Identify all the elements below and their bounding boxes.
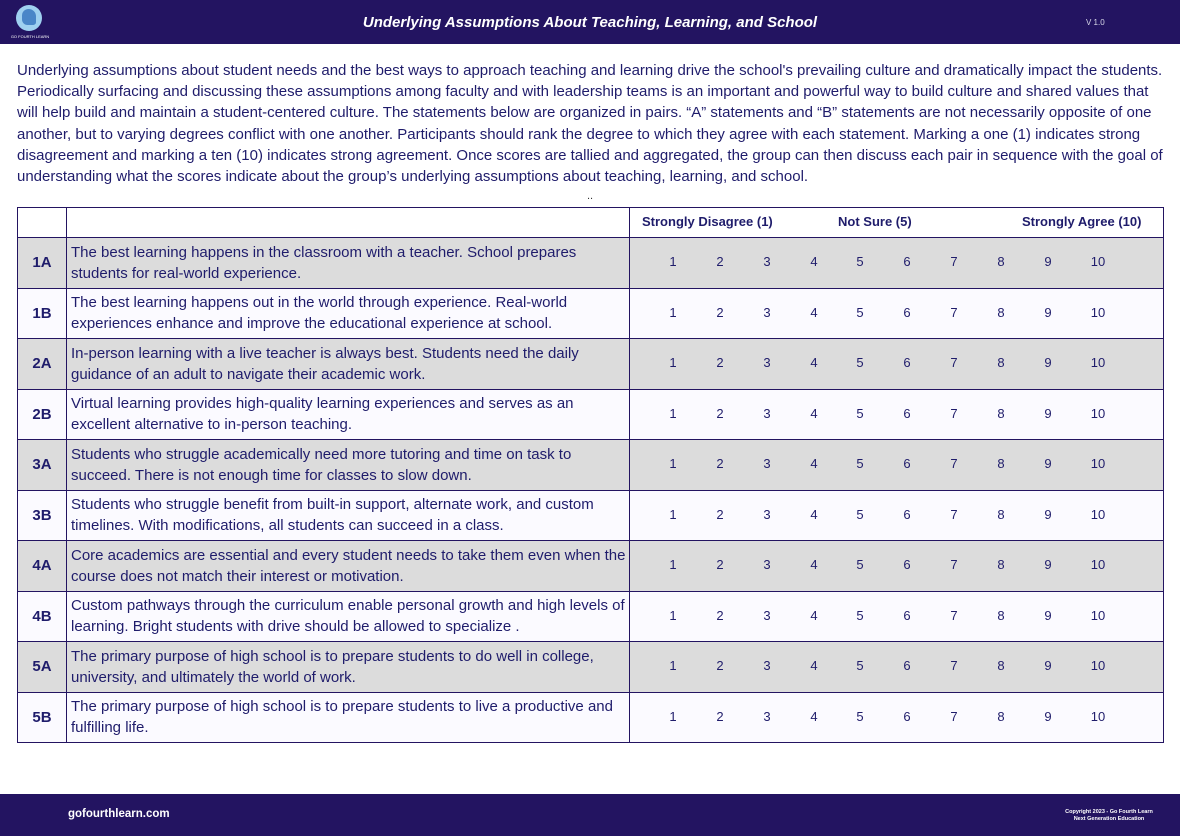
rating-option-7[interactable]: 7	[950, 405, 958, 421]
rating-option-7[interactable]: 7	[950, 456, 958, 471]
rating-option-5[interactable]: 5	[856, 405, 864, 421]
rating-scale	[630, 440, 1164, 491]
table-row	[18, 642, 1164, 693]
rating-option-6[interactable]: 6	[903, 557, 911, 572]
rating-scale	[630, 389, 1164, 440]
table-row	[18, 591, 1164, 642]
rating-option-8[interactable]: 8	[997, 658, 1005, 673]
statement-id: 4B	[18, 591, 67, 642]
rating-option-9[interactable]: 9	[1044, 254, 1052, 269]
rating-option-4[interactable]: 4	[810, 506, 818, 522]
rating-option-4[interactable]: 4	[810, 658, 818, 673]
statement-text: Students who struggle benefit from built-in support, alternate work, and custom timelines. With modifications, all students can succeed in a class.	[67, 490, 630, 541]
rating-option-3[interactable]: 3	[763, 456, 771, 471]
rating-option-3[interactable]: 3	[763, 658, 771, 673]
header-bar	[0, 0, 1180, 44]
rating-option-8[interactable]: 8	[997, 254, 1005, 269]
rating-option-1[interactable]: 1	[669, 506, 677, 522]
rating-option-6[interactable]: 6	[903, 405, 911, 421]
footer-copyright	[1050, 809, 1168, 823]
rating-scale	[630, 238, 1164, 289]
rating-option-1[interactable]: 1	[669, 708, 677, 724]
table-row	[18, 440, 1164, 491]
rating-option-1[interactable]: 1	[669, 254, 677, 269]
separator-dots: ..	[587, 190, 594, 202]
rating-option-10[interactable]: 10	[1090, 607, 1106, 623]
statement-text: The primary purpose of high school is to prepare students to do well in college, university, and ultimately the world of work.	[67, 642, 630, 693]
rating-option-7[interactable]: 7	[950, 506, 958, 522]
rating-option-7[interactable]: 7	[950, 304, 958, 320]
rating-option-8[interactable]: 8	[997, 607, 1005, 623]
rating-option-6[interactable]: 6	[903, 708, 911, 724]
statement-text: In-person learning with a live teacher is always best. Students need the daily guidance of an adult to navigate their academic work.	[67, 339, 630, 390]
rating-option-6[interactable]: 6	[903, 658, 911, 673]
version-label: V 1.0	[1086, 18, 1105, 27]
rating-scale	[630, 692, 1164, 743]
rating-option-9[interactable]: 9	[1044, 355, 1052, 370]
rating-option-6[interactable]: 6	[903, 607, 911, 623]
rating-option-4[interactable]: 4	[810, 708, 818, 724]
rating-option-4[interactable]: 4	[810, 557, 818, 572]
rating-option-8[interactable]: 8	[997, 708, 1005, 724]
intro-paragraph: Underlying assumptions about student needs and the best ways to approach teaching and learning drive the school's prevailing culture and dramatically impact the students. Periodically surfacing and discussing these assumptions among faculty and with leadership teams is an important and powerful way to build culture and shared values that will help build and maintain a student-centered culture. The statements below are organized in pairs. “A” statements and “B” statements are not necessarily opposite of one another, but to varying degrees conflict with one another. Participants should rank the degree to which they agree with each statement. Marking a one (1) indicates strong disagreement and marking a ten (10) indicates strong agreement. Once scores are tallied and aggregated, the group can then discuss each pair in sequence with the goal of understanding what the scores indicate about the group’s underlying assumptions about teaching, learning, and school.	[17, 62, 1163, 186]
statement-id: 5A	[18, 642, 67, 693]
rating-option-1[interactable]: 1	[669, 607, 677, 623]
statement-text: The primary purpose of high school is to prepare students to live a productive and fulfilling life.	[67, 692, 630, 743]
scale-label-high: Strongly Agree (10)	[1022, 214, 1142, 229]
statement-text: The best learning happens in the classroom with a teacher. School prepares students for real-world experience.	[67, 238, 630, 289]
rating-option-3[interactable]: 3	[763, 405, 771, 421]
rating-scale	[630, 288, 1164, 339]
rating-scale	[630, 339, 1164, 390]
rating-option-5[interactable]: 5	[856, 557, 864, 572]
rating-option-10[interactable]: 10	[1090, 506, 1106, 522]
rating-option-7[interactable]: 7	[950, 355, 958, 370]
rating-option-5[interactable]: 5	[856, 658, 864, 673]
rating-option-5[interactable]: 5	[856, 506, 864, 522]
statement-id: 3A	[18, 440, 67, 491]
rating-option-3[interactable]: 3	[763, 355, 771, 370]
rating-option-9[interactable]: 9	[1044, 456, 1052, 471]
header-scale-cell	[630, 208, 1164, 238]
rating-option-6[interactable]: 6	[903, 254, 911, 269]
assumptions-table	[17, 207, 1164, 743]
statement-text: Core academics are essential and every student needs to take them even when the course does not match their interest or motivation.	[67, 541, 630, 592]
rating-option-6[interactable]: 6	[903, 304, 911, 320]
rating-option-3[interactable]: 3	[763, 304, 771, 320]
rating-option-9[interactable]: 9	[1044, 506, 1052, 522]
table-row	[18, 490, 1164, 541]
rating-option-8[interactable]: 8	[997, 405, 1005, 421]
rating-option-4[interactable]: 4	[810, 607, 818, 623]
rating-option-8[interactable]: 8	[997, 355, 1005, 370]
rating-option-9[interactable]: 9	[1044, 304, 1052, 320]
rating-option-2[interactable]: 2	[716, 708, 724, 724]
rating-option-5[interactable]: 5	[856, 254, 864, 269]
rating-option-8[interactable]: 8	[997, 557, 1005, 572]
scale-label-mid: Not Sure (5)	[838, 214, 912, 229]
rating-option-1[interactable]: 1	[669, 355, 677, 370]
rating-option-8[interactable]: 8	[997, 456, 1005, 471]
rating-option-3[interactable]: 3	[763, 506, 771, 522]
rating-scale	[630, 490, 1164, 541]
header-statement-cell	[67, 208, 630, 238]
rating-option-2[interactable]: 2	[716, 506, 724, 522]
rating-option-6[interactable]: 6	[903, 355, 911, 370]
page-title: Underlying Assumptions About Teaching, Learning, and School	[362, 14, 818, 31]
rating-option-1[interactable]: 1	[669, 557, 677, 572]
rating-option-5[interactable]: 5	[856, 456, 864, 471]
statement-id: 2A	[18, 339, 67, 390]
rating-option-2[interactable]: 2	[716, 607, 724, 623]
rating-option-1[interactable]: 1	[669, 658, 677, 673]
table-row	[18, 238, 1164, 289]
table-row	[18, 389, 1164, 440]
rating-option-7[interactable]: 7	[950, 607, 958, 623]
statement-id: 1A	[18, 238, 67, 289]
rating-option-10[interactable]: 10	[1090, 708, 1106, 724]
rating-option-10[interactable]: 10	[1090, 304, 1106, 320]
rating-option-1[interactable]: 1	[669, 456, 677, 471]
rating-option-2[interactable]: 2	[716, 355, 724, 370]
footer-bar	[0, 794, 1180, 836]
copyright-line-2: Next Generation Education	[1073, 816, 1145, 822]
rating-option-9[interactable]: 9	[1044, 405, 1052, 421]
rating-option-6[interactable]: 6	[903, 456, 911, 471]
rating-option-9[interactable]: 9	[1044, 607, 1052, 623]
statement-text: The best learning happens out in the world through experience. Real-world experiences enhance and improve the educational experience at school.	[67, 288, 630, 339]
header-id-cell	[18, 208, 67, 238]
rating-option-4[interactable]: 4	[810, 355, 818, 370]
rating-option-5[interactable]: 5	[856, 607, 864, 623]
statement-id: 3B	[18, 490, 67, 541]
rating-option-9[interactable]: 9	[1044, 658, 1052, 673]
rating-option-10[interactable]: 10	[1090, 456, 1106, 471]
rating-scale	[630, 541, 1164, 592]
rating-option-5[interactable]: 5	[856, 708, 864, 724]
rating-option-9[interactable]: 9	[1044, 708, 1052, 724]
statement-id: 5B	[18, 692, 67, 743]
rating-option-7[interactable]: 7	[950, 557, 958, 572]
statement-text: Custom pathways through the curriculum enable personal growth and high levels of learning. Bright students with drive should be allowed to specialize .	[67, 591, 630, 642]
rating-option-10[interactable]: 10	[1090, 254, 1106, 269]
rating-option-10[interactable]: 10	[1090, 557, 1106, 572]
table-row	[18, 339, 1164, 390]
footer-site-link[interactable]: gofourthlearn.com	[68, 808, 170, 820]
rating-option-8[interactable]: 8	[997, 304, 1005, 320]
rating-scale	[630, 642, 1164, 693]
rating-option-10[interactable]: 10	[1090, 658, 1106, 673]
statement-text: Virtual learning provides high-quality learning experiences and serves as an excellent alternative to in-person teaching.	[67, 389, 630, 440]
rating-option-10[interactable]: 10	[1090, 355, 1106, 370]
rating-option-3[interactable]: 3	[763, 708, 771, 724]
rating-option-7[interactable]: 7	[950, 658, 958, 673]
rating-option-2[interactable]: 2	[716, 456, 724, 471]
logo-text: GO FOURTH LEARN	[10, 34, 50, 39]
rating-option-7[interactable]: 7	[950, 708, 958, 724]
table-row	[18, 541, 1164, 592]
rating-scale	[630, 591, 1164, 642]
rating-option-4[interactable]: 4	[810, 304, 818, 320]
rating-option-2[interactable]: 2	[716, 557, 724, 572]
rating-option-2[interactable]: 2	[716, 658, 724, 673]
statement-id: 2B	[18, 389, 67, 440]
rating-option-6[interactable]: 6	[903, 506, 911, 522]
copyright-line-1: Copyright 2023 - Go Fourth Learn	[1065, 809, 1153, 815]
rating-option-3[interactable]: 3	[763, 557, 771, 572]
statement-text: Students who struggle academically need more tutoring and time on task to succeed. There is not enough time for classes to slow down.	[67, 440, 630, 491]
rating-option-10[interactable]: 10	[1090, 405, 1106, 421]
rating-option-7[interactable]: 7	[950, 254, 958, 269]
rating-option-1[interactable]: 1	[669, 304, 677, 320]
rating-option-2[interactable]: 2	[716, 304, 724, 320]
table-row	[18, 692, 1164, 743]
rating-option-4[interactable]: 4	[810, 405, 818, 421]
rating-option-1[interactable]: 1	[669, 405, 677, 421]
scale-label-low: Strongly Disagree (1)	[642, 214, 773, 229]
statement-id: 4A	[18, 541, 67, 592]
rating-option-4[interactable]: 4	[810, 456, 818, 471]
table-header-row	[18, 208, 1164, 238]
rating-option-9[interactable]: 9	[1044, 557, 1052, 572]
rating-option-3[interactable]: 3	[763, 254, 771, 269]
rating-option-8[interactable]: 8	[997, 506, 1005, 522]
table-row	[18, 288, 1164, 339]
rating-option-5[interactable]: 5	[856, 355, 864, 370]
rating-option-5[interactable]: 5	[856, 304, 864, 320]
statement-id: 1B	[18, 288, 67, 339]
rating-option-4[interactable]: 4	[810, 254, 818, 269]
rating-option-2[interactable]: 2	[716, 254, 724, 269]
rating-option-2[interactable]: 2	[716, 405, 724, 421]
rating-option-3[interactable]: 3	[763, 607, 771, 623]
